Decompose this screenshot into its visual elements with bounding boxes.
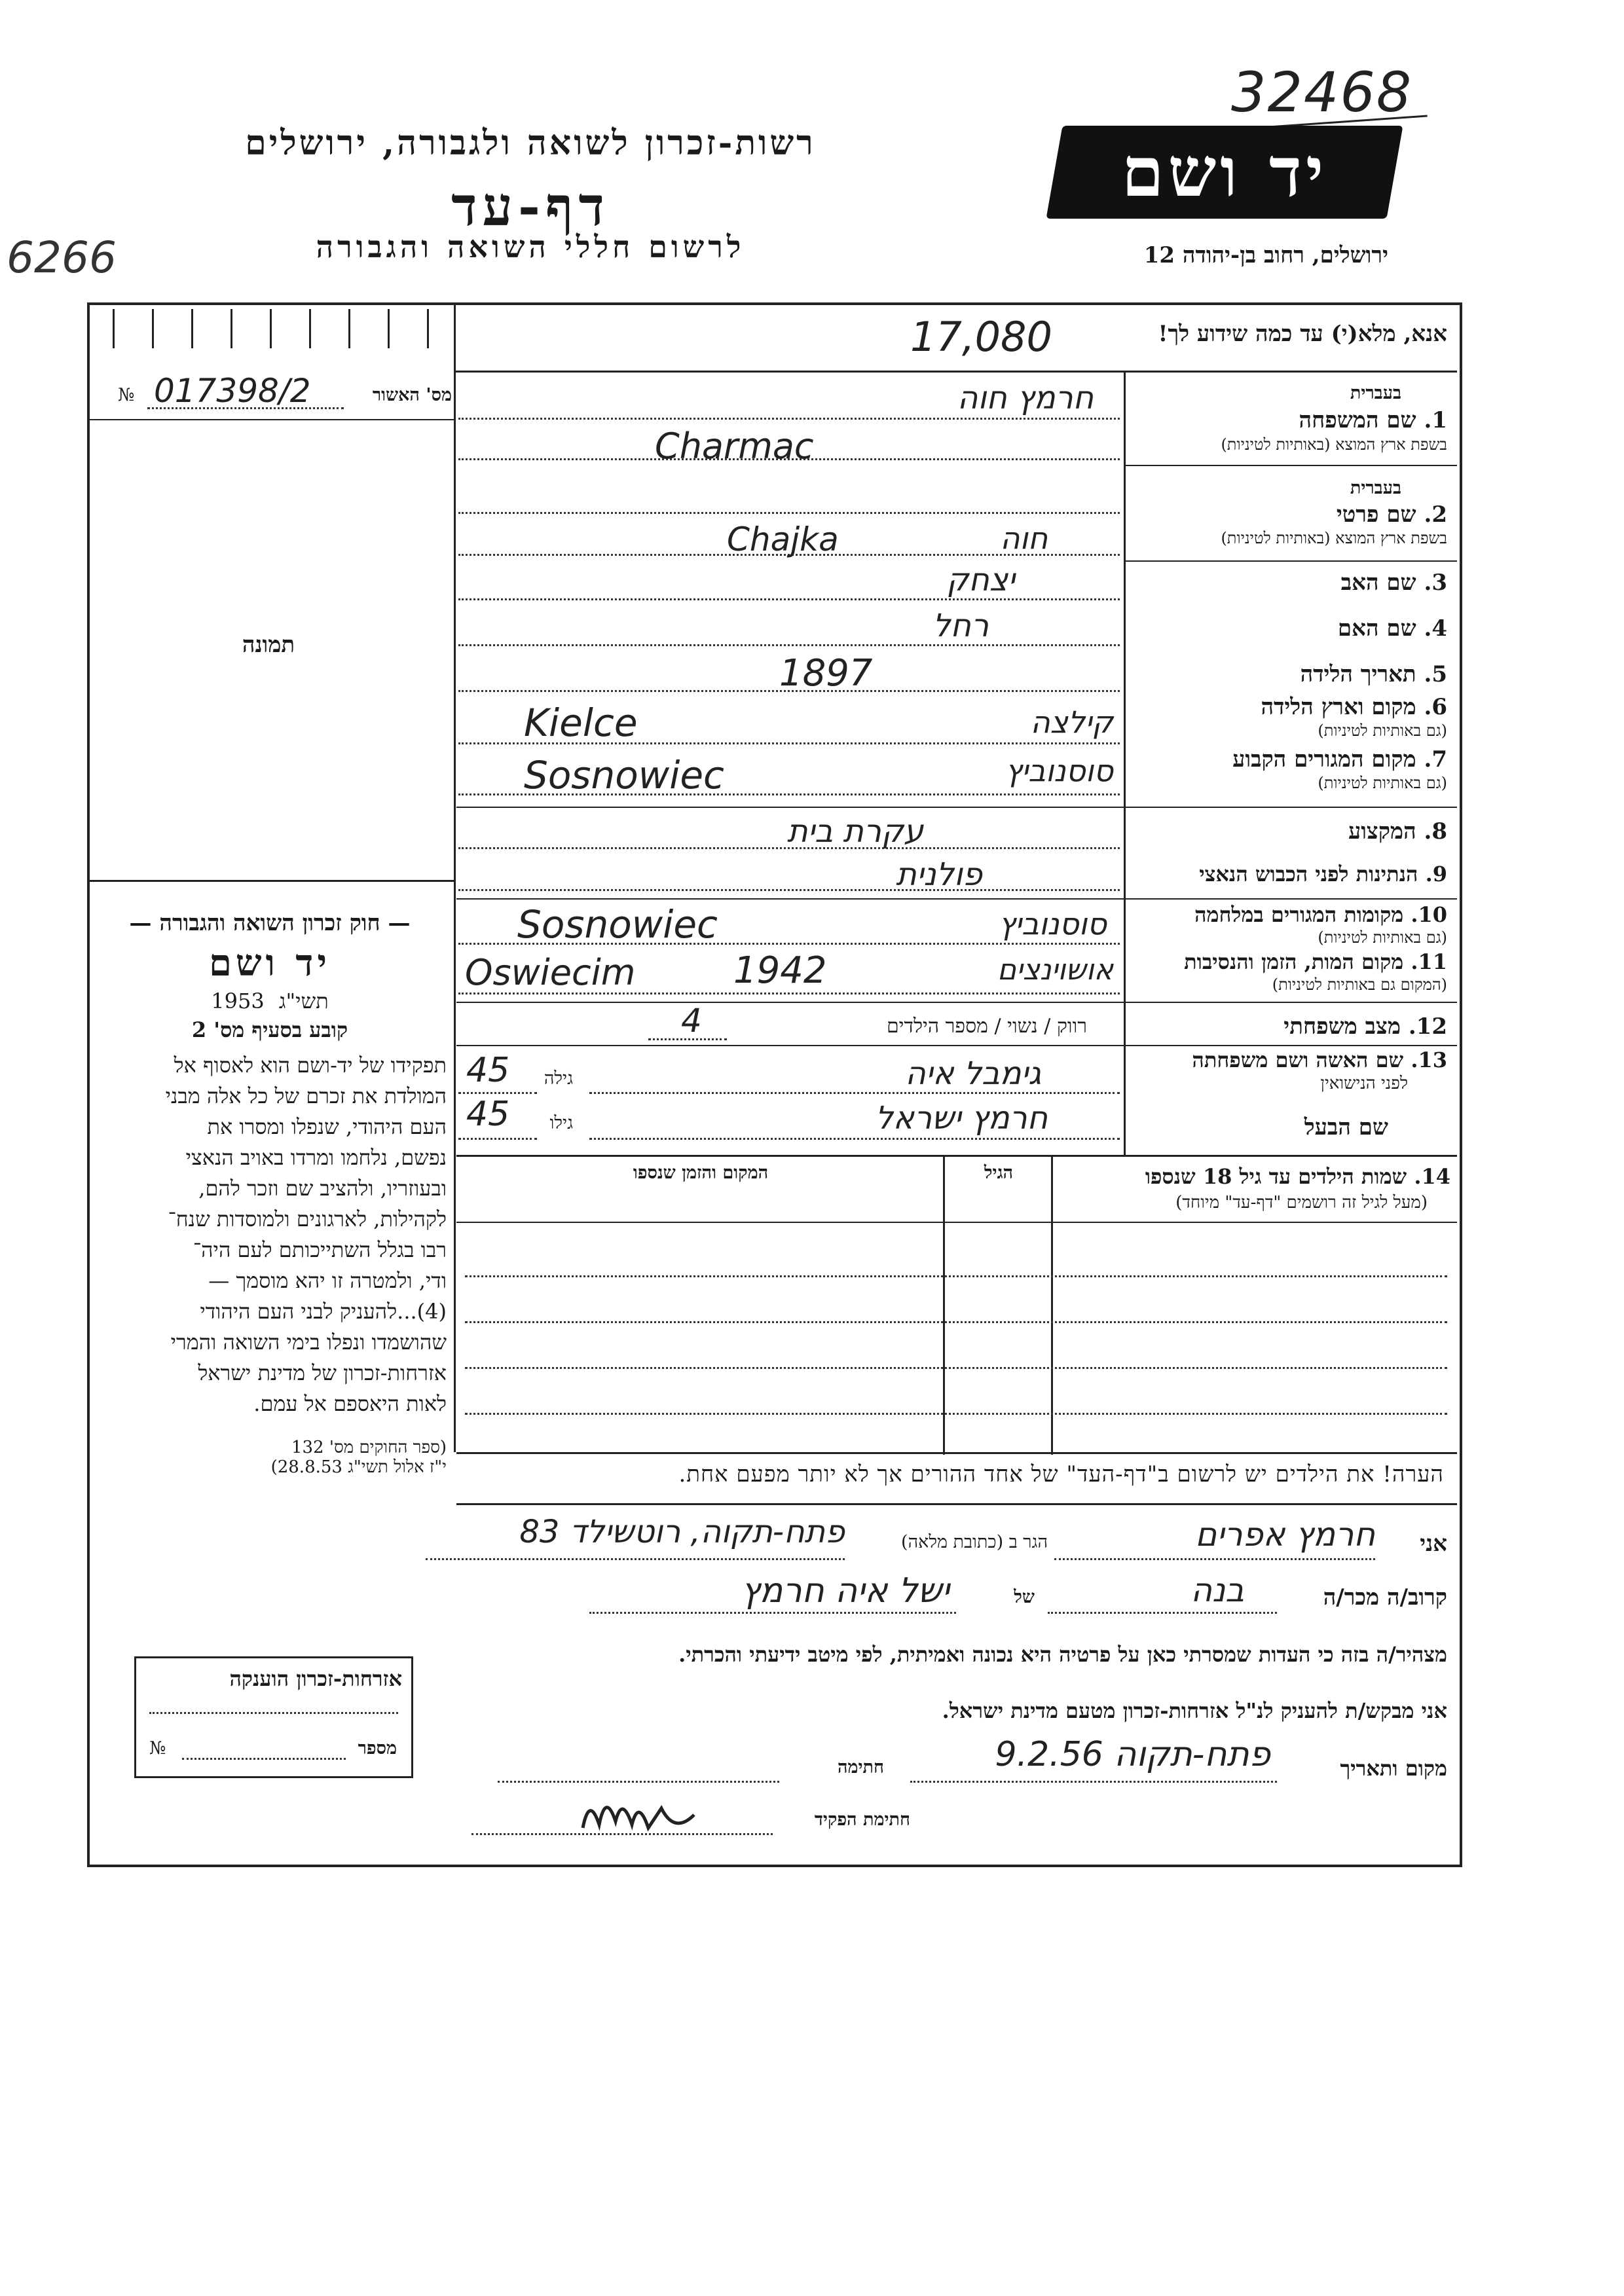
- field-8-num: 8.: [1424, 818, 1447, 845]
- row-1-line: [1124, 465, 1457, 466]
- field-13-label: [1126, 1048, 1447, 1072]
- intro-handwritten-code: 17,080: [910, 313, 1052, 361]
- field-3-num: 3.: [1424, 570, 1447, 596]
- field-6-value-he: קילצה: [1030, 704, 1113, 740]
- citizenship-line: [149, 1712, 398, 1714]
- husband-age: 45: [466, 1095, 510, 1134]
- field-6-text: מקום וארץ הלידה: [1261, 694, 1416, 720]
- field-13-num: 13.: [1411, 1048, 1447, 1072]
- field-1-text: שם המשפחה: [1299, 407, 1416, 433]
- relation-value: בנה: [1190, 1571, 1244, 1609]
- children-header-line: [456, 1222, 1457, 1223]
- field-1-value-he: חרמץ חוה: [957, 380, 1094, 416]
- field-4-text: שם האם: [1337, 615, 1416, 642]
- law-box: [93, 910, 447, 1477]
- confirmation-label: מס' האשור: [372, 385, 452, 405]
- declaration-statement: מצהיר/ה בזה כי העדות שמסרתי כאן על פרטיה היא נכונה ואמיתית, לפי מיטב ידיעתי והכרתי.: [678, 1642, 1447, 1667]
- field-2-num: 2.: [1424, 501, 1447, 528]
- confirmation-no-label: №: [118, 385, 135, 405]
- children-col-age: הגיל: [984, 1163, 1014, 1183]
- law-year-he: תשי"ג: [278, 989, 329, 1013]
- children-row-line: [465, 1275, 1447, 1277]
- archive-number: 32468: [1231, 60, 1413, 124]
- law-clause: קובע בסעיף מס' 2: [191, 1017, 348, 1042]
- husband-age-label: גילו: [549, 1113, 573, 1133]
- place-date-label: מקום ותאריך: [1340, 1756, 1447, 1781]
- field-2-line-he: [458, 512, 1120, 514]
- field-5-label: [1126, 661, 1447, 687]
- row-7-line: [456, 807, 1457, 808]
- law-source: (ספר החוקים מס' 132: [291, 1438, 447, 1457]
- field-8-value: עקרת בית: [786, 813, 923, 850]
- law-year-row: [93, 989, 447, 1013]
- field-13-text: שם האשה ושם משפחתה: [1192, 1048, 1404, 1072]
- field-9-line: [458, 889, 1120, 891]
- form-subtitle: לרשום חללי השואה והגבורה: [316, 229, 745, 264]
- confirmation-value: 017398/2: [154, 372, 311, 410]
- photo-label: תמונה: [242, 632, 295, 658]
- hebrew-tag-2: בעברית: [1350, 478, 1401, 498]
- field-7-label: [1126, 746, 1447, 773]
- children-col-divider-2: [943, 1155, 945, 1455]
- field-10-value-he: סוסנוביץ: [999, 906, 1107, 941]
- hebrew-tag-1: בעברית: [1350, 383, 1401, 403]
- field-10-label: [1126, 902, 1447, 927]
- field-11-value-year: 1942: [733, 949, 827, 992]
- field-7-text: מקום המגורים הקבוע: [1232, 746, 1416, 773]
- children-col-divider-1: [1051, 1155, 1053, 1455]
- field-3-line: [458, 598, 1120, 600]
- field-4-label: [1126, 615, 1447, 642]
- form-title: דף-עד: [451, 175, 610, 238]
- law-text: [93, 1050, 447, 1419]
- law-line: המולדת את זכרם של כל אלה מבני: [165, 1084, 447, 1108]
- photo-bottom-line: [90, 880, 454, 882]
- field-1-line-he: [458, 418, 1120, 420]
- field-6-sub: (גם באותיות לטיניות): [1318, 721, 1447, 740]
- yad-vashem-logo: [1046, 126, 1403, 219]
- field-10-num: 10.: [1411, 902, 1447, 927]
- signature-line: [498, 1781, 779, 1783]
- field-1-label: [1126, 407, 1447, 433]
- field-9-label: [1126, 862, 1447, 886]
- children-title: [1061, 1164, 1450, 1189]
- address-line: [426, 1558, 845, 1560]
- label-column-divider: [1124, 371, 1126, 1156]
- husband-label: שם הבעל: [1304, 1114, 1388, 1140]
- please-fill: אנא, מלא(י) עד כמה שידוע לך!: [1158, 321, 1447, 347]
- field-12-line: [648, 1038, 727, 1040]
- field-5-text: תאריך הלידה: [1300, 661, 1416, 687]
- law-line: ודי, ולמטרה זו יהא מוסמך —: [208, 1268, 447, 1293]
- law-line: שהושמדו ונפלו בימי השואה והמרי: [170, 1330, 447, 1355]
- field-7-sub: (גם באותיות לטיניות): [1318, 774, 1447, 792]
- field-6-value-latin: Kielce: [524, 701, 638, 745]
- field-9-num: 9.: [1425, 862, 1447, 886]
- field-5-num: 5.: [1424, 661, 1447, 687]
- field-11-label: [1126, 949, 1447, 974]
- field-13-age: 45: [466, 1051, 510, 1090]
- row-2-line: [1124, 560, 1457, 562]
- address: ירושלים, רחוב בן-יהודה 12: [1143, 242, 1388, 268]
- field-7-value-he: סוסנוביץ: [1005, 753, 1113, 788]
- field-11-num: 11.: [1411, 949, 1447, 974]
- relation-line: [1048, 1612, 1277, 1614]
- husband-line: [589, 1138, 1120, 1140]
- stub-marks: [93, 309, 447, 354]
- law-line: אזרחות-זכרון של מדינת ישראל: [198, 1360, 447, 1385]
- field-7-value-latin: Sosnowiec: [524, 753, 724, 797]
- field-1-value-latin: Charmac: [655, 426, 814, 467]
- remark: הערה! את הילדים יש לרשום ב"דף-העד" של אחד ההורים אך לא יותר מפעם אחת.: [678, 1461, 1444, 1487]
- place-date-value: פתח-תקוה 9.2.56: [995, 1735, 1270, 1774]
- field-12-text: מצב משפחתי: [1283, 1013, 1401, 1040]
- official-signature-label: חתימת הפקיד: [814, 1810, 910, 1830]
- law-line: נפשם, נלחמו ומרדו באויב הנאצי: [185, 1145, 447, 1170]
- law-line: לקהילות, לארגונים ולמוסדות שנח־: [168, 1207, 447, 1231]
- field-2-value-latin: Chajka: [727, 520, 839, 558]
- authority-name: רשות-זכרון לשואה ולגבורה, ירושלים: [245, 123, 816, 163]
- field-2-text: שם פרטי: [1336, 501, 1416, 528]
- field-8-text: המקצוע: [1348, 818, 1416, 845]
- field-1-sub: בשפת ארץ המוצא (באותיות לטיניות): [1221, 435, 1447, 454]
- field-13-sub: לפני הנישואין: [1320, 1074, 1408, 1093]
- law-line: (4)...להעניק לבני העם היהודי: [200, 1299, 447, 1324]
- of-line: [589, 1612, 956, 1614]
- field-10-text: מקומות המגורים במלחמה: [1194, 902, 1404, 927]
- law-title: — חוק זכרון השואה והגבורה —: [129, 910, 411, 936]
- field-3-text: שם האב: [1340, 570, 1416, 596]
- field-7-num: 7.: [1424, 746, 1447, 773]
- children-num: 14.: [1414, 1164, 1450, 1189]
- field-2-sub: בשפת ארץ המוצא (באותיות לטיניות): [1221, 529, 1447, 547]
- field-2-value-he: חוה: [1000, 520, 1048, 556]
- field-11-sub: (המקום גם באותיות לטיניות): [1272, 975, 1447, 994]
- of-label: של: [1014, 1587, 1035, 1607]
- logo-text: יד ושם: [1121, 132, 1328, 212]
- field-3-value: יצחק: [946, 562, 1015, 598]
- field-9-value: פולנית: [896, 856, 982, 893]
- law-line: תפקידו של יד-ושם הוא לאסוף אל: [174, 1053, 447, 1078]
- confirmation-row-line: [90, 419, 454, 420]
- intro-row-line: [454, 371, 1457, 373]
- row-12-line: [456, 1045, 1457, 1046]
- citizenship-no-label: №: [149, 1738, 166, 1758]
- law-line: לאות היאספם אל עמם.: [253, 1391, 447, 1416]
- field-11-text: מקום המות, הזמן והנסיבות: [1184, 949, 1404, 974]
- citizenship-title: אזרחות-זכרון הוענקה: [229, 1666, 402, 1691]
- children-row-line: [465, 1367, 1447, 1369]
- field-11-value-he: אושוינצים: [997, 953, 1113, 987]
- field-9-text: הנתינות לפני הכבוש הנאצי: [1199, 862, 1418, 886]
- children-bottom-line: [456, 1452, 1457, 1454]
- law-date: י"ז אלול תשי"ג 28.8.53): [270, 1457, 447, 1477]
- children-col-place: המקום והזמן שנספו: [633, 1163, 769, 1183]
- field-12-status: רווק / נשוי / מספר הילדים: [886, 1015, 1087, 1038]
- remark-bottom-line: [456, 1503, 1457, 1505]
- field-4-num: 4.: [1424, 615, 1447, 642]
- husband-age-line: [458, 1138, 537, 1140]
- declaration-request: אני מבקש/ת להעניק לנ"ל אזרחות-זכרון מטעם מדינת ישראל.: [942, 1698, 1447, 1723]
- children-row-line: [465, 1321, 1447, 1323]
- resident-label: הגר ב (כתובת מלאה): [901, 1532, 1048, 1552]
- citizenship-number-label: מספר: [358, 1738, 397, 1758]
- children-row-line: [465, 1413, 1447, 1415]
- children-title-text: שמות הילדים עד גיל 18 שנספו: [1145, 1164, 1407, 1189]
- row-13-line: [456, 1155, 1457, 1157]
- row-11-line: [456, 1002, 1457, 1003]
- field-4-line: [458, 644, 1120, 646]
- field-2-label: [1126, 501, 1447, 528]
- field-3-label: [1126, 570, 1447, 596]
- law-line: ובעוזריו, ולהציב שם וזכר להם,: [198, 1176, 447, 1201]
- field-12-children: 4: [681, 1002, 702, 1040]
- field-8-label: [1126, 818, 1447, 845]
- husband-value: חרמץ ישראל: [875, 1100, 1048, 1137]
- declarant-line: [1054, 1558, 1375, 1560]
- declaration-i-label: אני: [1420, 1531, 1447, 1557]
- signature-label: חתימה: [837, 1757, 884, 1777]
- field-13-age-line: [458, 1092, 537, 1094]
- field-12-label: [1126, 1013, 1447, 1040]
- relation-label: קרוב/ה מכר/ה: [1323, 1584, 1447, 1611]
- left-panel-divider: [454, 305, 456, 1452]
- field-6-num: 6.: [1424, 694, 1447, 720]
- law-line: רבו בגלל השתייכותם לעם היה־: [193, 1237, 447, 1262]
- children-note: (מעל לגיל זה רושמים "דף-עד" מיוחד): [1175, 1193, 1428, 1212]
- citizenship-box: [134, 1656, 413, 1778]
- field-11-value-latin: Oswiecim: [465, 952, 636, 993]
- field-10-value-latin: Sosnowiec: [517, 902, 718, 947]
- place-date-line: [910, 1781, 1277, 1783]
- margin-number: 6266: [7, 232, 117, 283]
- address-value: פתח-תקוה, רוטשילד 83: [519, 1514, 845, 1550]
- field-13-line: [589, 1092, 1120, 1094]
- field-10-sub: (גם באותיות לטיניות): [1318, 928, 1447, 947]
- official-signature-scribble: [576, 1789, 707, 1841]
- field-6-label: [1126, 694, 1447, 720]
- citizenship-number-line: [182, 1758, 346, 1760]
- field-1-num: 1.: [1424, 407, 1447, 433]
- field-4-value: רחל: [932, 608, 989, 644]
- field-13-age-label: גילה: [544, 1068, 573, 1089]
- law-name: יד ושם: [208, 941, 331, 985]
- law-line: העם היהודי, שנפלו ומסרו את: [207, 1114, 447, 1139]
- law-year: 1953: [211, 989, 265, 1013]
- field-5-value: 1897: [779, 652, 873, 695]
- field-12-num: 12.: [1408, 1013, 1447, 1040]
- declarant: חרמץ אפרים: [1195, 1516, 1375, 1554]
- field-13-value: גימבל איה: [905, 1055, 1041, 1092]
- row-9-line: [456, 898, 1457, 900]
- of-value: ישל איה חרמץ: [741, 1571, 950, 1611]
